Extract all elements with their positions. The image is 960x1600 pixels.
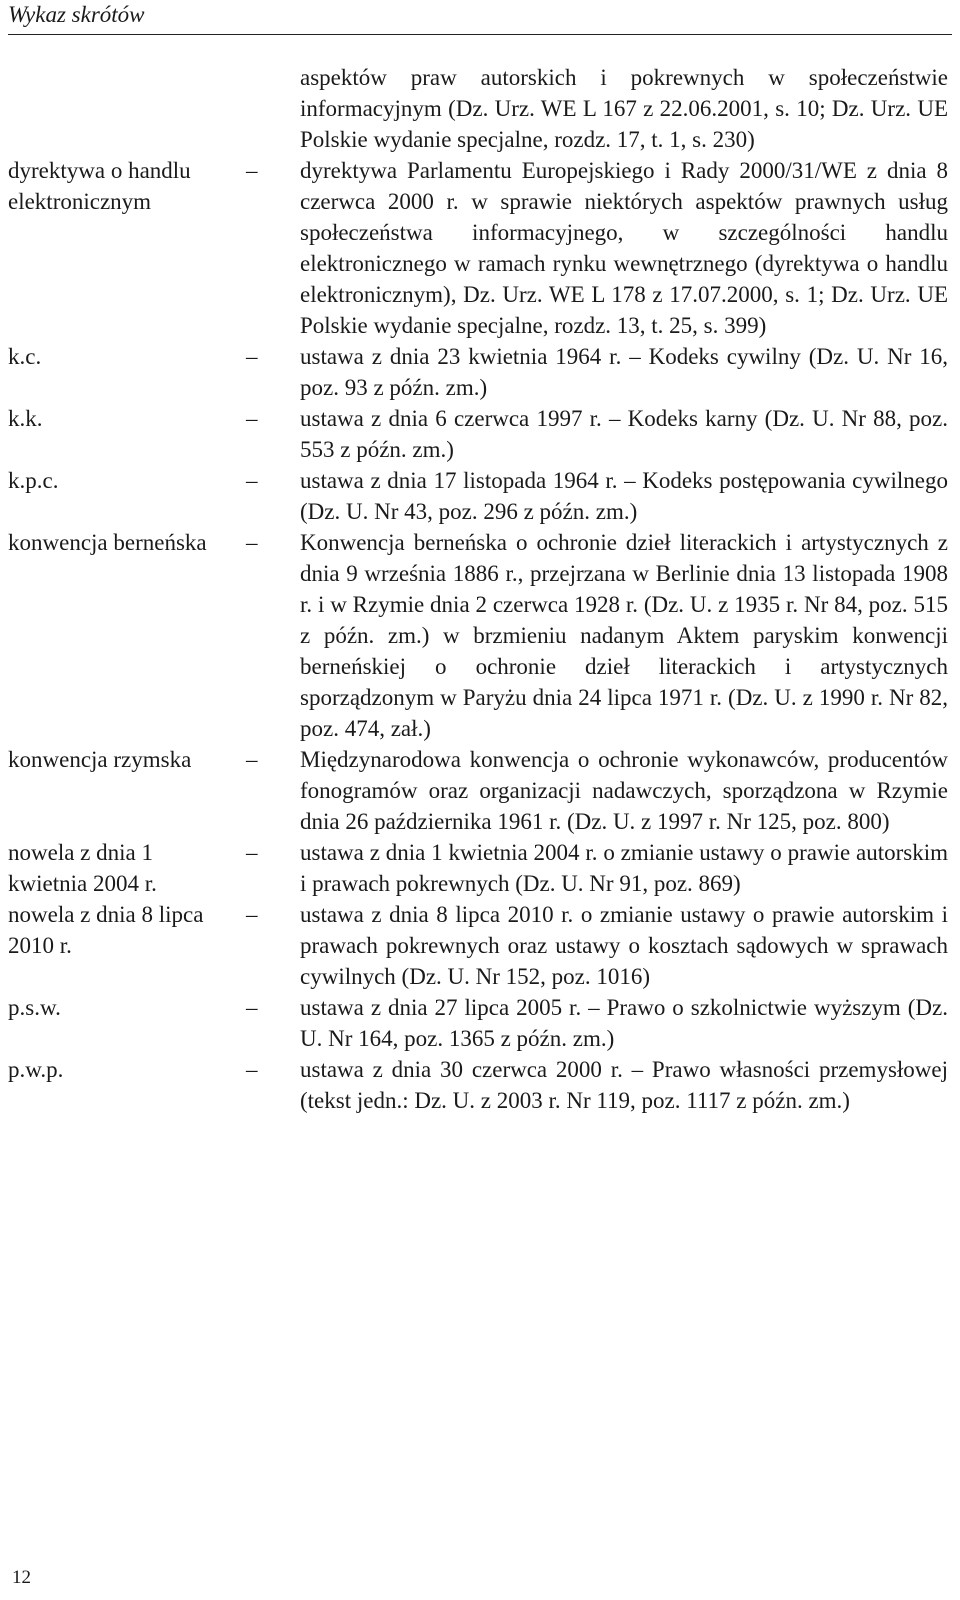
abbreviation-definition: dyrektywa Parlamentu Europejskiego i Rady 2000/31/WE z dnia 8 czerwca 2000 r. w sprawie niektórych aspektów prawnych usług społeczeństwa informacyjnego, w szczególności handlu elektronicznego w ramach rynku wewnętrznego (dyrektywa o handlu elektronicznym), Dz. Urz. WE L 178 z 17.07.2000, s. 1; Dz. Urz. UE Polskie wydanie specjalne, rozdz. 13, t. 25, s. 399): [300, 158, 948, 338]
entry-dash: –: [246, 344, 258, 369]
entry-dash: –: [246, 902, 258, 927]
abbreviation-entry-konwencja-bernenska: [8, 527, 948, 744]
abbreviation-entry-konwencja-rzymska: [8, 744, 948, 837]
entry-dash: –: [246, 158, 258, 183]
abbreviation-definition: ustawa z dnia 17 listopada 1964 r. – Kodeks postępowania cywilnego (Dz. U. Nr 43, poz. 296 z późn. zm.): [300, 468, 948, 524]
abbreviation-entry-nowela-2010: [8, 899, 948, 992]
abbreviation-term: nowela z dnia 1 kwietnia 2004 r.: [8, 840, 157, 896]
entry-dash: –: [246, 530, 258, 555]
abbreviation-definition: ustawa z dnia 8 lipca 2010 r. o zmianie ustawy o prawie autorskim i prawach pokrewnych oraz ustawy o kosztach sądowych w sprawach cywilnych (Dz. U. Nr 152, poz. 1016): [300, 902, 948, 989]
abbreviation-entry-nowela-2004: [8, 837, 948, 899]
abbreviation-term: [8, 62, 268, 155]
abbreviation-definition: aspektów praw autorskich i pokrewnych w społeczeństwie informacyjnym (Dz. Urz. WE L 167 z 22.06.2001, s. 10; Dz. Urz. UE Polskie wydanie specjalne, rozdz. 17, t. 1, s. 230): [300, 65, 948, 152]
abbreviation-definition: ustawa z dnia 6 czerwca 1997 r. – Kodeks karny (Dz. U. Nr 88, poz. 553 z późn. zm.): [300, 406, 948, 462]
abbreviation-term: k.k.: [8, 406, 43, 431]
entry-dash: –: [246, 468, 258, 493]
abbreviation-term: nowela z dnia 8 lipca 2010 r.: [8, 902, 204, 958]
entry-dash: –: [246, 1057, 258, 1082]
abbreviation-entry-kpc: [8, 465, 948, 527]
abbreviation-definition: Konwencja berneńska o ochronie dzieł literackich i artystycznych z dnia 9 września 1886 r., przejrzana w Berlinie dnia 13 listopada 1908 r. i w Rzymie dnia 2 czerwca 1928 r. (Dz. U. z 1935 r. Nr 84, poz. 515 z późn. zm.) w brzmieniu nadanym Aktem paryskim konwencji berneńskiej o ochronie dzieł literackich i artystycznych sporządzonym w Paryżu dnia 24 lipca 1971 r. (Dz. U. z 1990 r. Nr 82, poz. 474, zał.): [300, 530, 948, 741]
abbreviation-term: konwencja berneńska: [8, 530, 207, 555]
abbreviation-term: dyrektywa o handlu elektronicznym: [8, 158, 191, 214]
abbreviation-entry-continuation: [8, 62, 948, 155]
page-number: 12: [12, 1567, 31, 1588]
abbreviation-definition: ustawa z dnia 30 czerwca 2000 r. – Prawo własności przemysłowej (tekst jedn.: Dz. U. z 2003 r. Nr 119, poz. 1117 z późn. zm.): [300, 1057, 948, 1113]
abbreviation-entry-kk: [8, 403, 948, 465]
abbreviation-term: konwencja rzymska: [8, 747, 192, 772]
abbreviation-term: k.p.c.: [8, 468, 59, 493]
entry-dash: –: [246, 747, 258, 772]
abbreviation-term: k.c.: [8, 344, 42, 369]
abbreviation-term: p.w.p.: [8, 1057, 64, 1082]
abbreviation-definition: ustawa z dnia 1 kwietnia 2004 r. o zmianie ustawy o prawie autorskim i prawach pokrewnych (Dz. U. Nr 91, poz. 869): [300, 840, 948, 896]
abbreviation-entry-psw: [8, 992, 948, 1054]
abbreviation-list: [8, 62, 948, 1116]
header-rule: [8, 34, 952, 35]
entry-dash: –: [246, 840, 258, 865]
entry-dash: –: [246, 995, 258, 1020]
abbreviation-entry-kc: [8, 341, 948, 403]
abbreviation-definition: ustawa z dnia 27 lipca 2005 r. – Prawo o szkolnictwie wyższym (Dz. U. Nr 164, poz. 1365 z późn. zm.): [300, 995, 948, 1051]
abbreviation-definition: ustawa z dnia 23 kwietnia 1964 r. – Kodeks cywilny (Dz. U. Nr 16, poz. 93 z późn. zm.): [300, 344, 948, 400]
running-header: Wykaz skrótów: [8, 2, 145, 27]
entry-dash: –: [246, 406, 258, 431]
abbreviation-entry-dyrektywa: [8, 155, 948, 341]
abbreviation-entry-pwp: [8, 1054, 948, 1116]
abbreviation-term: p.s.w.: [8, 995, 61, 1020]
abbreviation-definition: Międzynarodowa konwencja o ochronie wykonawców, producentów fonogramów oraz organizacji nadawczych, sporządzona w Rzymie dnia 26 października 1961 r. (Dz. U. z 1997 r. Nr 125, poz. 800): [300, 747, 948, 834]
